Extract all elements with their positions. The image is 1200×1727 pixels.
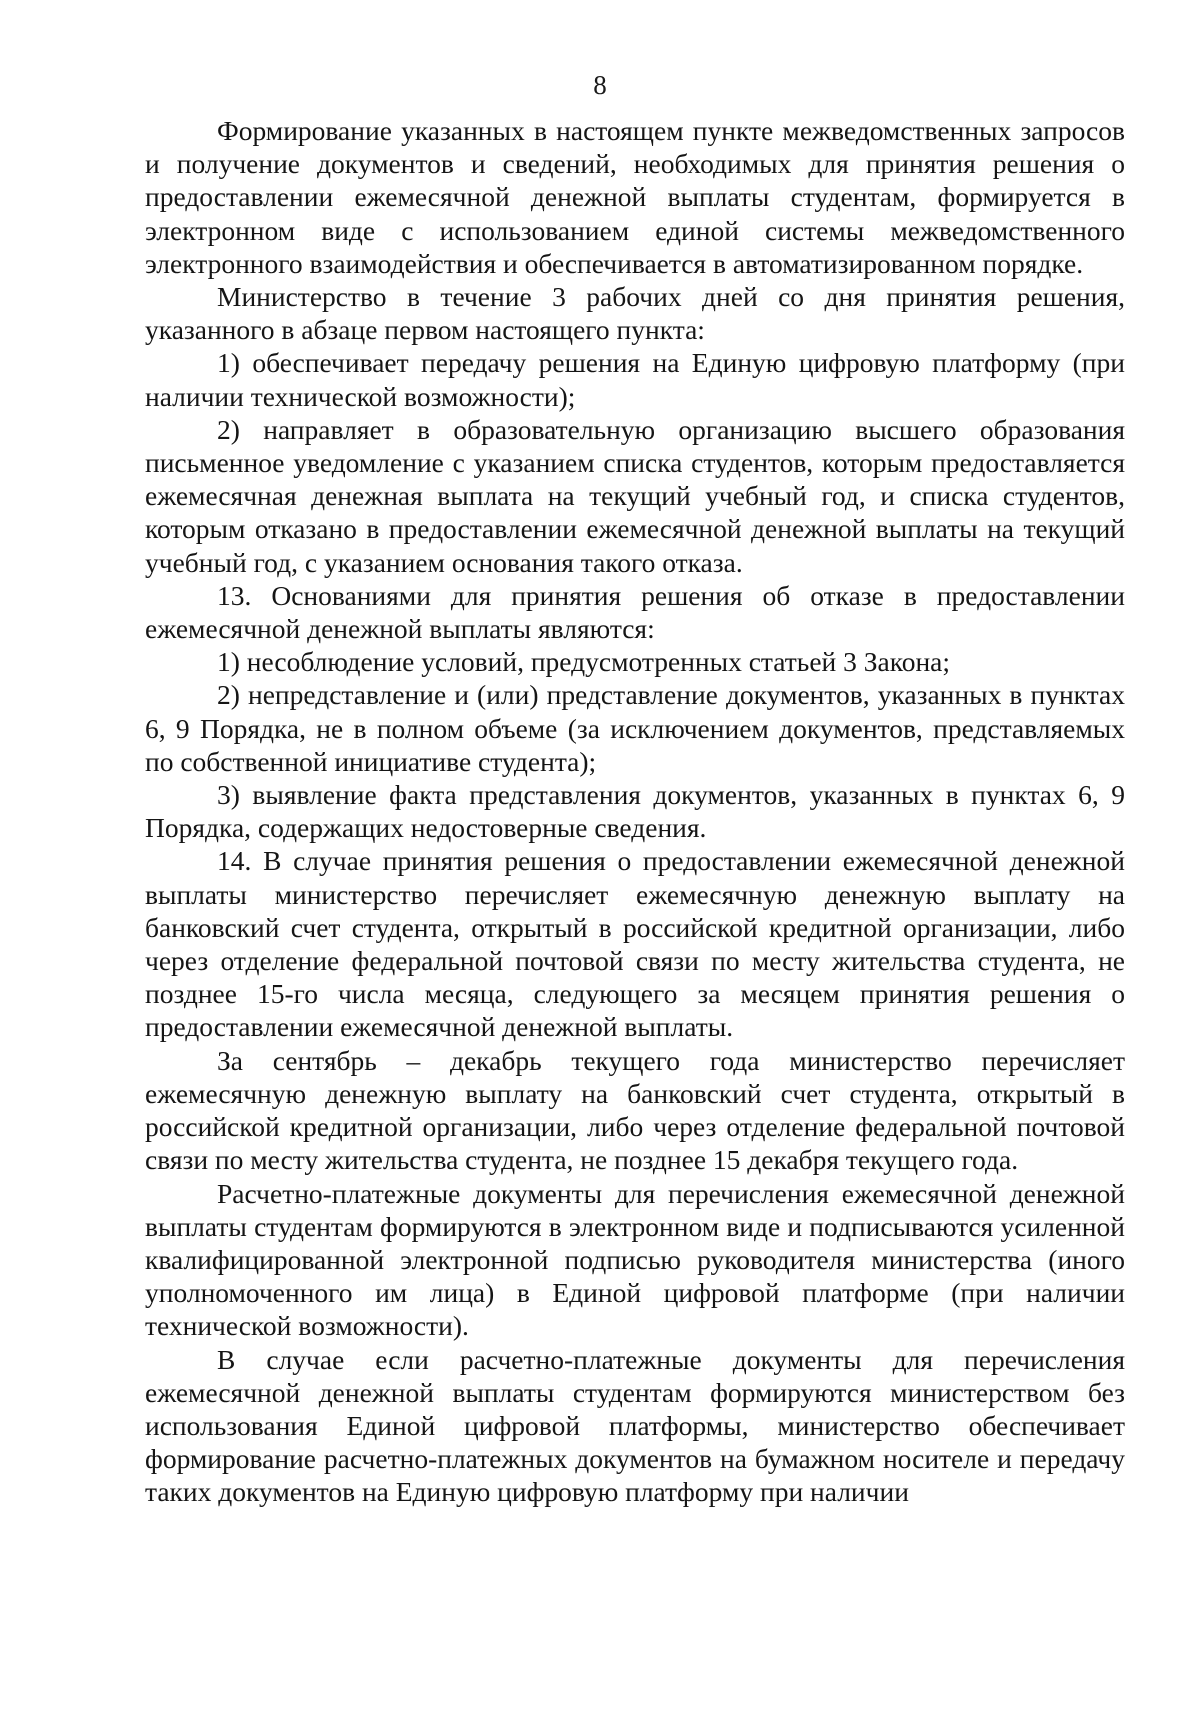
paragraph: 14. В случае принятия решения о предоставлении ежемесячной денежной выплаты министерство перечисляет ежемесячную денежную выплату на банковский счет студента, открытый в российской кредитной организации, либо через отделение федеральной почтовой связи по месту жительства студента, не позднее 15-го числа месяца, следующего за месяцем принятия решения о предоставлении ежемесячной денежной выплаты.	[145, 845, 1125, 1043]
page-number: 8	[593, 70, 607, 100]
paragraph: 2) направляет в образовательную организацию высшего образования письменное уведомление с указанием списка студентов, которым предоставляется ежемесячная денежная выплата на текущий учебный год, и списка студентов, которым отказано в предоставлении ежемесячной денежной выплаты на текущий учебный год, с указанием основания такого отказа.	[145, 413, 1125, 578]
paragraph: 3) выявление факта представления документов, указанных в пунктах 6, 9 Порядка, содержащих недостоверные сведения.	[145, 779, 1125, 844]
paragraph: Министерство в течение 3 рабочих дней со дня принятия решения, указанного в абзаце первом настоящего пункта:	[145, 281, 1125, 346]
paragraph: За сентябрь – декабрь текущего года министерство перечисляет ежемесячную денежную выплату на банковский счет студента, открытый в российской кредитной организации, либо через отделение федеральной почтовой связи по месту жительства студента, не позднее 15 декабря текущего года.	[145, 1044, 1125, 1176]
paragraph: 1) обеспечивает передачу решения на Единую цифровую платформу (при наличии технической возможности);	[145, 347, 1125, 412]
paragraph: Формирование указанных в настоящем пункте межведомственных запросов и получение документов и сведений, необходимых для принятия решения о предоставлении ежемесячной денежной выплаты студентам, формируется в электронном виде с использованием единой системы межведомственного электронного взаимодействия и обеспечивается в автоматизированном порядке.	[145, 115, 1125, 279]
paragraph: Расчетно-платежные документы для перечисления ежемесячной денежной выплаты студентам формируются в электронном виде и подписываются усиленной квалифицированной электронной подписью руководителя министерства (иного уполномоченного им лица) в Единой цифровой платформе (при наличии технической возможности).	[145, 1177, 1125, 1342]
paragraph: В случае если расчетно-платежные документы для перечисления ежемесячной денежной выплаты студентам формируются министерством без использования Единой цифровой платформы, министерство обеспечивает формирование расчетно-платежных документов на бумажном носителе и передачу таких документов на Единую цифровую платформу при наличии	[145, 1343, 1125, 1508]
paragraph: 2) непредставление и (или) представление документов, указанных в пунктах 6, 9 Порядка, не в полном объеме (за исключением документов, представляемых по собственной инициативе студента);	[145, 679, 1125, 777]
document-body	[145, 114, 1125, 1509]
paragraph: 13. Основаниями для принятия решения об отказе в предоставлении ежемесячной денежной выплаты являются:	[145, 579, 1125, 645]
paragraph: 1) несоблюдение условий, предусмотренных статьей 3 Закона;	[217, 646, 951, 678]
